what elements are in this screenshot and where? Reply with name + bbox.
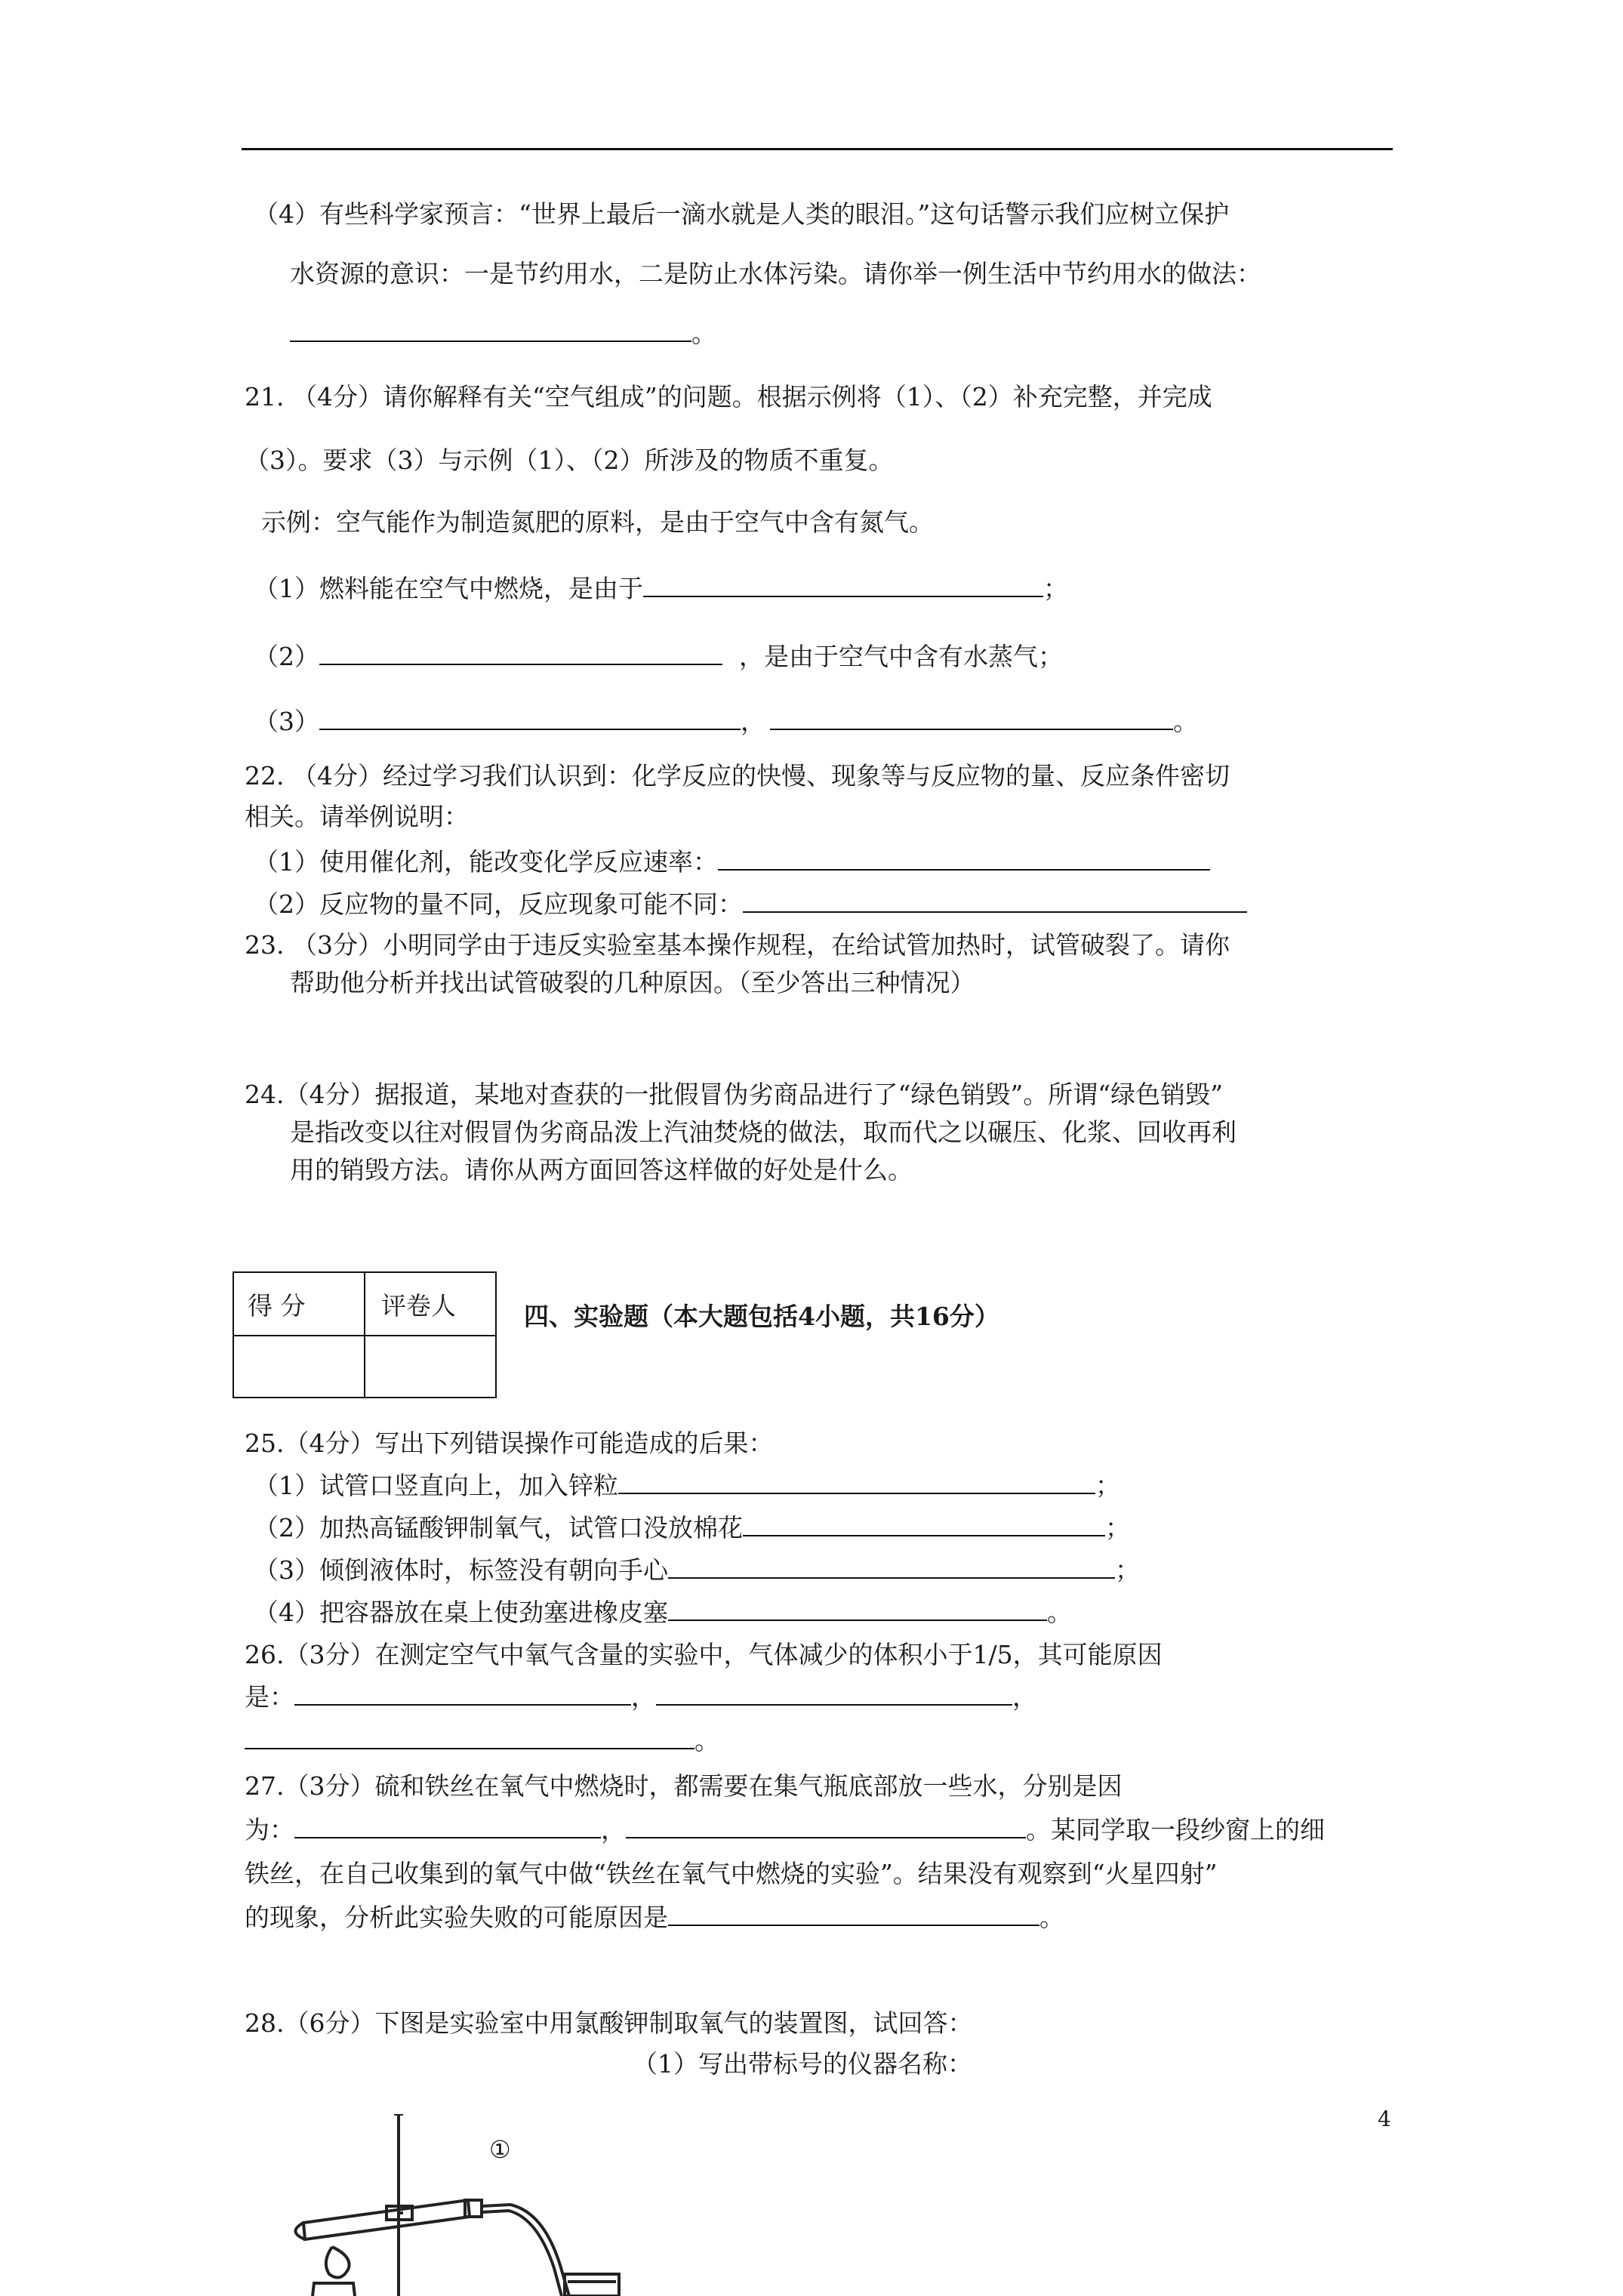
q22-item1-text: （1）使用催化剂，能改变化学反应速率：: [254, 847, 718, 877]
q26-line2: [245, 1681, 1037, 1714]
answer-blank[interactable]: [643, 573, 1043, 597]
q22-item2-text: （2）反应物的量不同，反应现象可能不同：: [254, 889, 743, 919]
comma: ，: [601, 1815, 626, 1845]
q25-item2: [254, 1512, 1130, 1545]
q24-line1: 24.（4分）据报道，某地对查获的一批假冒伪劣商品进行了“绿色销毁”。所谓“绿色销毁”: [245, 1080, 1223, 1109]
q25-item1: [254, 1469, 1120, 1502]
q28-sub1: （1）写出带标号的仪器名称：: [633, 2049, 972, 2079]
q21-item1: [254, 572, 1068, 606]
q20-4-line1: （4）有些科学家预言：“世界上最后一滴水就是人类的眼泪。”这句话警示我们应树立保护: [254, 199, 1230, 229]
answer-blank[interactable]: [718, 846, 1210, 871]
score-table: [233, 1271, 497, 1398]
q22-line2: 相关。请举例说明：: [245, 802, 469, 831]
answer-blank[interactable]: [290, 318, 691, 342]
q27-line4-text: 的现象，分析此实验失败的可能原因是: [245, 1903, 668, 1932]
semicolon: ；: [1043, 574, 1068, 603]
answer-blank[interactable]: [668, 1555, 1115, 1579]
q21-line1: 21. （4分）请你解释有关“空气组成”的问题。根据示例将（1）、（2）补充完整，并完成: [245, 382, 1212, 411]
answer-blank[interactable]: [668, 1902, 1039, 1926]
period: 。: [1039, 1903, 1064, 1932]
q25-item2-text: （2）加热高锰酸钾制氧气，试管口没放棉花: [254, 1513, 743, 1542]
grader-label: 评卷人: [381, 1291, 456, 1321]
semicolon: ；: [1105, 1513, 1130, 1542]
q21-item3-num: （3）: [254, 707, 319, 736]
q21-item2-text: ，是由于空气中含有水蒸气；: [739, 642, 1063, 671]
comma: ，: [631, 1682, 656, 1712]
q20-4-line2: 水资源的意识：一是节约用水，二是防止水体污染。请你举一例生活中节约用水的做法：: [290, 259, 1261, 288]
answer-blank[interactable]: [245, 1725, 694, 1749]
semicolon: ；: [1095, 1471, 1120, 1500]
q26-line1: 26.（3分）在测定空气中氧气含量的实验中，气体减少的体积小于1/5，其可能原因: [245, 1640, 1163, 1669]
q25-item3: [254, 1554, 1140, 1587]
collecting-bottle: [565, 2274, 619, 2296]
period: 。: [1047, 1598, 1072, 1627]
answer-blank[interactable]: [294, 1814, 601, 1838]
score-label: 得 分: [248, 1291, 306, 1321]
q25-item3-text: （3）倾倒液体时，标签没有朝向手心: [254, 1555, 668, 1585]
answer-blank[interactable]: [743, 1512, 1105, 1536]
q27-prefix: 为：: [245, 1815, 294, 1845]
answer-blank[interactable]: [770, 706, 1173, 730]
q21-line2: （3）。要求（3）与示例（1）、（2）所涉及的物质不重复。: [245, 445, 894, 475]
instrument-label-1: ①: [489, 2135, 511, 2164]
q26-prefix: 是：: [245, 1682, 294, 1712]
q21-item1-text: （1）燃料能在空气中燃烧，是由于: [254, 574, 643, 603]
q23-line1: 23. （3分）小明同学由于违反实验室基本操作规程，在给试管加热时，试管破裂了。请你: [245, 930, 1230, 960]
q22-line1: 22. （4分）经过学习我们认识到：化学反应的快慢、现象等与反应物的量、反应条件密切: [245, 761, 1230, 791]
answer-blank[interactable]: [618, 1470, 1095, 1494]
page-number: 4: [1378, 2106, 1391, 2131]
q21-example: 示例：空气能作为制造氮肥的原料，是由于空气中含有氮气。: [261, 507, 934, 537]
q24-line3: 用的销毁方法。请你从两方面回答这样做的好处是什么。: [290, 1155, 913, 1185]
q27-line2: [245, 1814, 1325, 1847]
q27-line1: 27.（3分）硫和铁丝在氧气中燃烧时，都需要在集气瓶底部放一些水，分别是因: [245, 1771, 1123, 1801]
q26-line3: [245, 1724, 719, 1758]
q28-line1: 28.（6分）下图是实验室中用氯酸钾制取氧气的装置图，试回答：: [245, 2008, 973, 2038]
q24-line2: 是指改变以往对假冒伪劣商品泼上汽油焚烧的做法，取而代之以碾压、化浆、回收再利: [290, 1117, 1236, 1147]
q25-item4: [254, 1596, 1072, 1629]
section-title: 四、实验题（本大题包括4小题，共16分）: [524, 1302, 999, 1331]
comma: ，: [1012, 1682, 1037, 1712]
answer-blank[interactable]: [626, 1814, 1026, 1838]
q20-4-answer-line: [290, 317, 716, 350]
answer-blank[interactable]: [656, 1681, 1012, 1706]
q21-item2: [254, 640, 1063, 673]
q27-line2-text: 。某同学取一段纱窗上的细: [1026, 1815, 1325, 1845]
q25-line1: 25.（4分）写出下列错误操作可能造成的后果：: [245, 1428, 774, 1458]
q27-line3: 铁丝，在自己收集到的氧气中做“铁丝在氧气中燃烧的实验”。结果没有观察到“火星四射”: [245, 1859, 1218, 1888]
period: 。: [694, 1726, 719, 1755]
answer-blank[interactable]: [743, 889, 1247, 913]
apparatus-diagram: [257, 2114, 679, 2296]
answer-blank[interactable]: [294, 1681, 631, 1706]
q25-item4-text: （4）把容器放在桌上使劲塞进橡皮塞: [254, 1598, 668, 1627]
q23-line2: 帮助他分析并找出试管破裂的几种原因。（至少答出三种情况）: [290, 968, 975, 997]
q25-item1-text: （1）试管口竖直向上，加入锌粒: [254, 1471, 618, 1500]
period: 。: [1173, 707, 1198, 736]
header-rule: [242, 148, 1393, 150]
q22-item2: [254, 888, 1247, 921]
q22-item1: [254, 846, 1210, 879]
q27-line4: [245, 1901, 1064, 1934]
semicolon: ；: [1115, 1555, 1140, 1585]
alcohol-lamp: [313, 2283, 355, 2296]
table-divider: [234, 1335, 495, 1336]
flame: [326, 2247, 350, 2278]
period: 。: [691, 319, 716, 348]
comma: ，: [741, 707, 765, 736]
answer-blank[interactable]: [319, 706, 741, 730]
q21-item2-num: （2）: [254, 642, 319, 671]
answer-blank[interactable]: [668, 1597, 1047, 1621]
answer-blank[interactable]: [319, 641, 722, 665]
q21-item3: [254, 705, 1198, 738]
